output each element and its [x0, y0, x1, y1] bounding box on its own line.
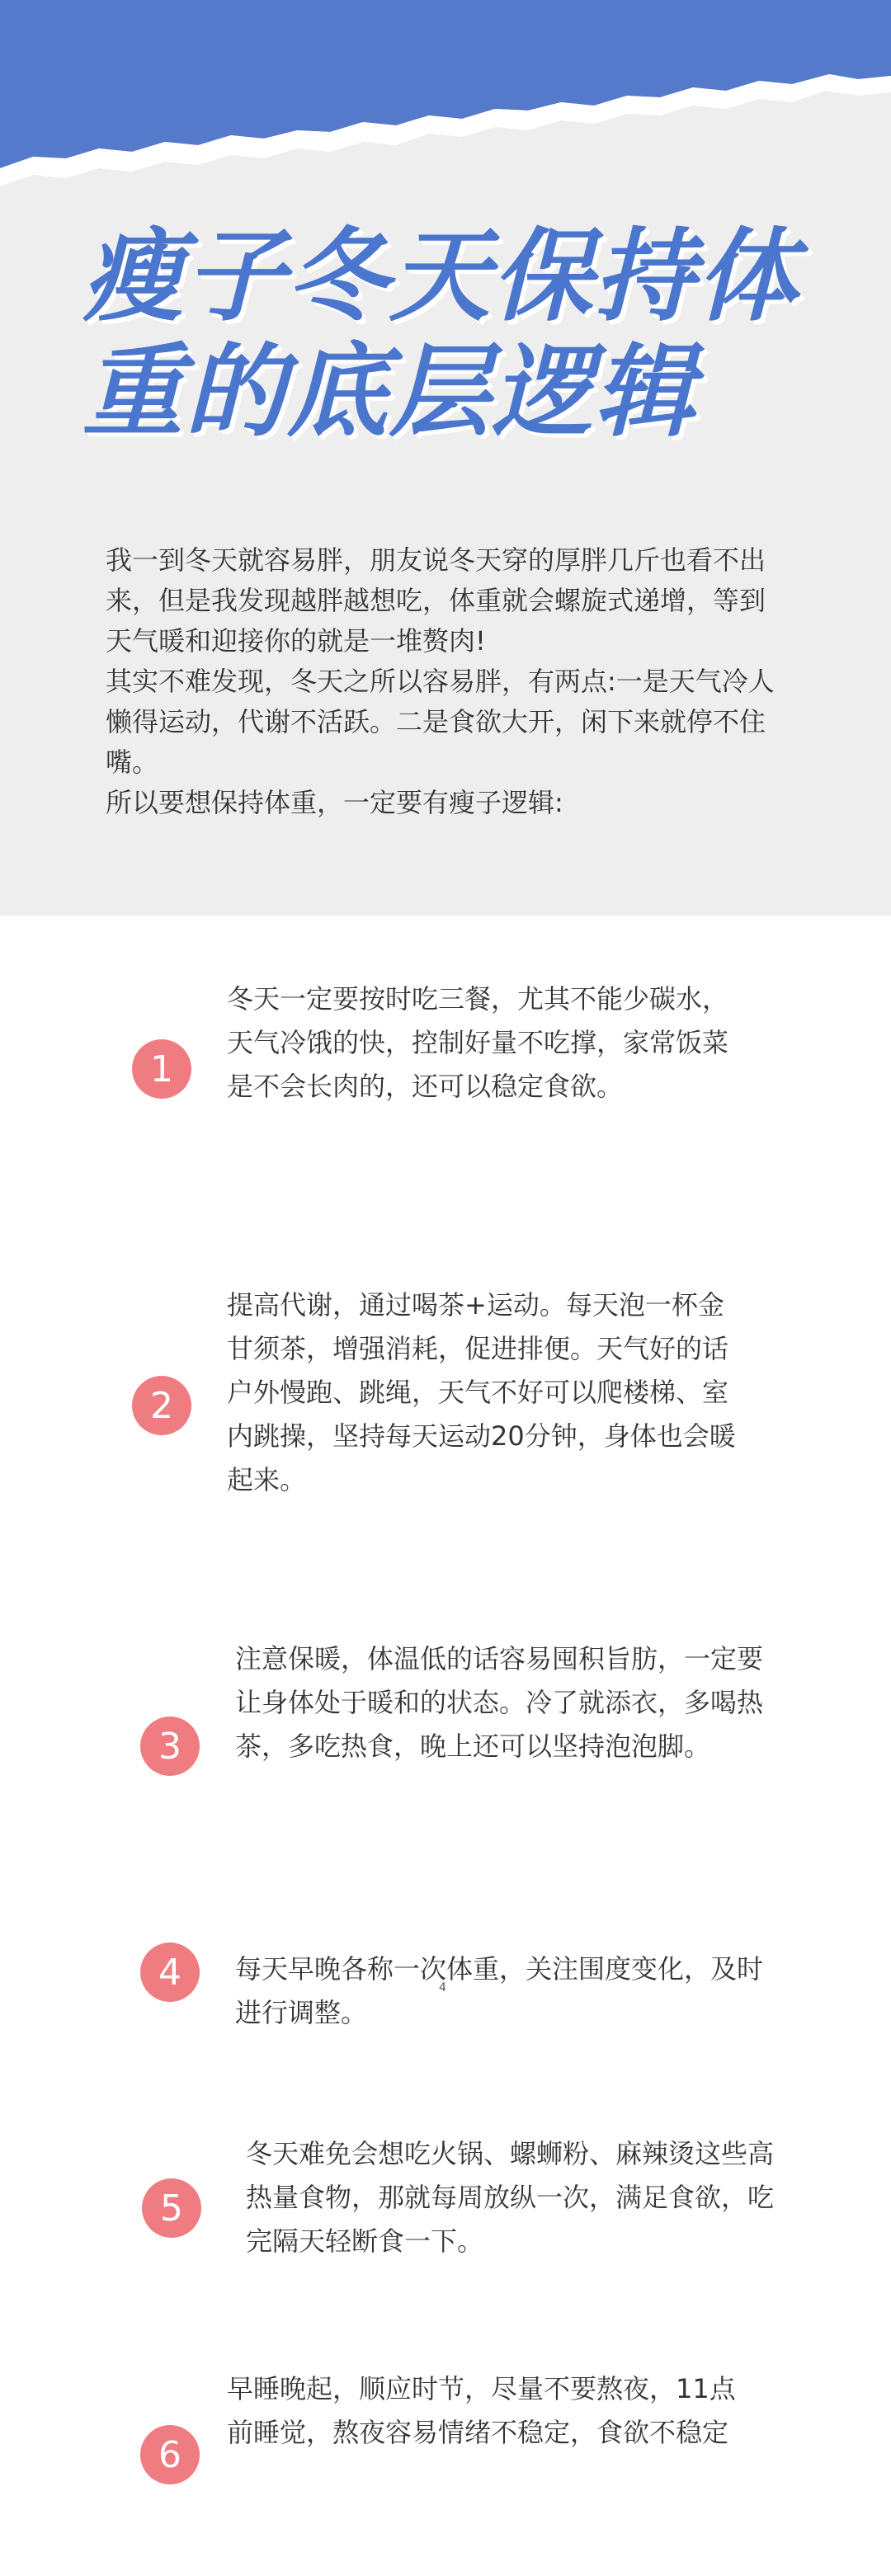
- intro-text: [106, 540, 790, 823]
- item-text: 早睡晚起，顺应时节，尽量不要熬夜，11点前睡觉，熬夜容易情绪不稳定，食欲不稳定: [227, 2373, 736, 2448]
- number-badge: 1: [132, 1039, 191, 1099]
- number-badge: 3: [140, 1717, 200, 1776]
- number-badge: 6: [140, 2425, 200, 2484]
- page-title: [82, 219, 842, 450]
- torn-paper-banner: [0, 0, 891, 198]
- title-line-2: 重的底层逻辑: [82, 333, 696, 450]
- intro-paragraph-2: 其实不难发现，冬天之所以容易胖，有两点:一是天气冷人懒得运动，代谢不活跃。二是食欲大开，闲下来就停不住嘴。: [106, 666, 775, 778]
- item-text: 注意保暖，体温低的话容易囤积旨肪，一定要让身体处于暖和的状态。冷了就添衣，多喝热茶，多吃热食，晚上还可以坚持泡泡脚。: [235, 1643, 764, 1762]
- number-badge: 2: [132, 1376, 191, 1435]
- page-number: 4: [439, 1981, 446, 1994]
- title-line-1: 瘦子冬天保持体: [82, 218, 799, 335]
- intro-paragraph-1: 我一到冬天就容易胖，朋友说冬天穿的厚胖几斤也看不出来，但是我发现越胖越想吃，体重就会螺旋式递增，等到天气暖和迎接你的就是一堆赘肉!: [106, 544, 766, 657]
- item-text: 冬天一定要按时吃三餐，尤其不能少碳水，天气冷饿的快，控制好量不吃撑，家常饭菜是不会长肉的，还可以稳定食欲。: [227, 983, 729, 1102]
- item-text: 提高代谢，通过喝茶+运动。每天泡一杯金甘须茶，增强消耗，促进排便。天气好的话户外慢跑、跳绳，天气不好可以爬楼梯、室内跳操，坚持每天运动20分钟，身体也会暖起来。: [227, 1289, 736, 1495]
- item-text: 每天早晚各称一次体重，关注围度变化，及时进行调整。: [235, 1953, 764, 2028]
- header-section: [0, 0, 891, 916]
- number-badge: 4: [140, 1943, 200, 2002]
- number-badge: 5: [142, 2178, 201, 2238]
- item-text: 冬天难免会想吃火锅、螺蛳粉、麻辣烫这些高热量食物，那就每周放纵一次，满足食欲，吃完隔天轻断食一下。: [246, 2138, 775, 2257]
- intro-paragraph-3: 所以要想保持体重，一定要有瘦子逻辑:: [106, 787, 563, 818]
